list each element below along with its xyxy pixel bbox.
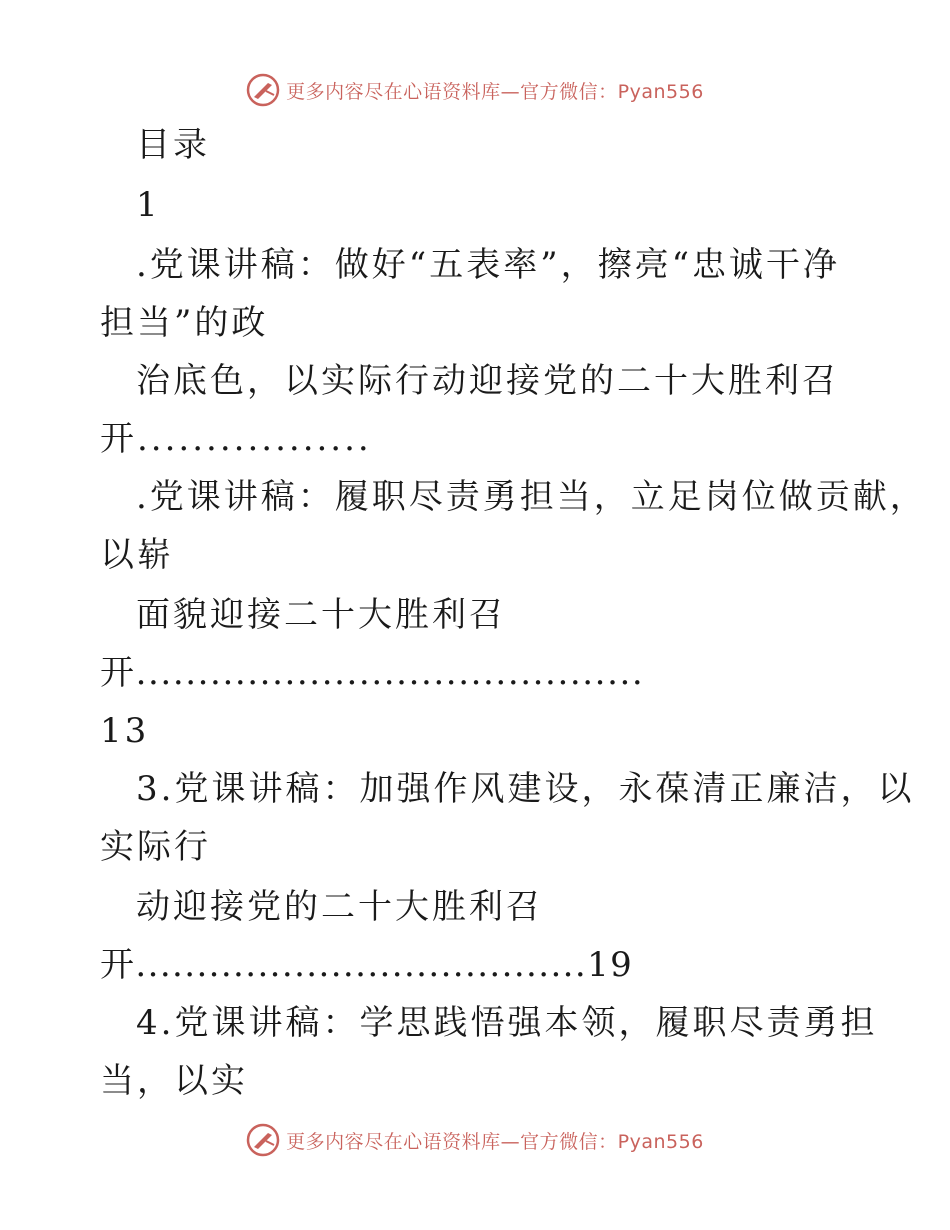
pen-logo-icon — [246, 1123, 280, 1157]
pen-logo-icon — [246, 73, 280, 107]
footer-watermark — [0, 1120, 950, 1160]
toc-item-1-line: 治底色，以实际行动迎接党的二十大胜利召 — [136, 361, 839, 401]
toc-item-1-line: .党课讲稿：做好“五表率”，擦亮“忠诚干净 — [136, 245, 840, 285]
toc-item-1-leader: 开................. — [100, 419, 372, 459]
toc-item-2-line: 面貌迎接二十大胜利召 — [136, 595, 506, 635]
toc-item-4-line: 4.党课讲稿：学思践悟强本领，履职尽责勇担 — [136, 1003, 878, 1043]
toc-item-2-leader: 开......................................... — [100, 653, 645, 693]
toc-number: 1 — [136, 185, 161, 225]
toc-item-3-line: 实际行 — [100, 827, 211, 867]
toc-item-2-line: .党课讲稿：履职尽责勇担当，立足岗位做贡献， — [136, 477, 927, 517]
toc-item-2-page: 13 — [100, 711, 150, 751]
header-watermark — [0, 70, 950, 110]
toc-item-2-line: 以崭 — [100, 535, 174, 575]
toc-item-1-line: 担当”的政 — [100, 303, 269, 343]
watermark-text: 更多内容尽在心语资料库—官方微信：Pyan556 — [286, 80, 704, 103]
toc-item-3-line: 动迎接党的二十大胜利召 — [136, 887, 543, 927]
watermark-text: 更多内容尽在心语资料库—官方微信：Pyan556 — [286, 1130, 704, 1153]
toc-item-4-line: 当，以实 — [100, 1061, 248, 1101]
toc-title: 目录 — [136, 125, 210, 165]
toc-item-3-line: 3.党课讲稿：加强作风建设，永葆清正廉洁，以 — [136, 769, 915, 809]
toc-item-3-leader: 开.....................................19 — [100, 945, 634, 985]
